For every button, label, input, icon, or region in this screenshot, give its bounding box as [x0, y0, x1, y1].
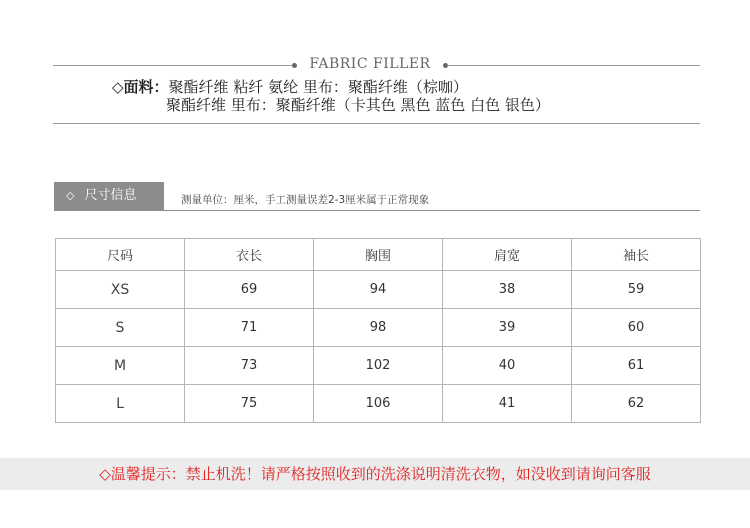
table-row	[56, 347, 701, 385]
fabric-bottom-divider	[53, 123, 700, 124]
header-bust: 胸围	[314, 239, 443, 271]
table-cell: 62	[572, 385, 701, 423]
table-row	[56, 309, 701, 347]
table-cell: XS	[56, 271, 185, 309]
fabric-label: ◇面料：	[112, 78, 169, 96]
fabric-row-1-text: 聚酯纤维 粘纤 氨纶 里布：聚酯纤维（棕咖）	[168, 78, 468, 96]
size-info-tab	[54, 182, 164, 210]
table-cell: 61	[572, 347, 701, 385]
fabric-row-2-text: 聚酯纤维 里布：聚酯纤维（卡其色 黑色 蓝色 白色 银色）	[166, 96, 550, 114]
fabric-divider-left	[53, 65, 293, 66]
table-cell: S	[56, 309, 185, 347]
table-cell: 102	[314, 347, 443, 385]
size-table	[55, 238, 701, 423]
table-cell: 38	[443, 271, 572, 309]
size-info-title: 尺寸信息	[84, 188, 137, 203]
table-cell: 39	[443, 309, 572, 347]
fabric-divider-right	[447, 65, 700, 66]
table-cell: 71	[185, 309, 314, 347]
table-row	[56, 385, 701, 423]
table-cell: 106	[314, 385, 443, 423]
diamond-icon: ◇	[66, 189, 75, 202]
table-cell: 40	[443, 347, 572, 385]
fabric-heading: FABRIC FILLER	[309, 56, 431, 72]
table-cell: 73	[185, 347, 314, 385]
table-cell: L	[56, 385, 185, 423]
size-section-underline	[54, 210, 700, 211]
table-cell: 59	[572, 271, 701, 309]
header-size: 尺码	[56, 239, 185, 271]
fabric-row-2	[166, 95, 550, 115]
table-row	[56, 271, 701, 309]
header-length: 衣长	[185, 239, 314, 271]
table-cell: 94	[314, 271, 443, 309]
table-cell: M	[56, 347, 185, 385]
fabric-dot-left	[292, 63, 297, 68]
size-table-header-row	[56, 239, 701, 271]
fabric-row-1	[112, 77, 468, 97]
table-cell: 41	[443, 385, 572, 423]
table-cell: 60	[572, 309, 701, 347]
table-cell: 98	[314, 309, 443, 347]
table-cell: 75	[185, 385, 314, 423]
header-shoulder: 肩宽	[443, 239, 572, 271]
measurement-note: 测量单位：厘米，手工测量误差2-3厘米属于正常现象	[181, 194, 430, 206]
header-sleeve: 袖长	[572, 239, 701, 271]
table-cell: 69	[185, 271, 314, 309]
care-warning-banner: ◇温馨提示：禁止机洗！请严格按照收到的洗涤说明清洗衣物，如没收到请询问客服	[0, 458, 750, 490]
